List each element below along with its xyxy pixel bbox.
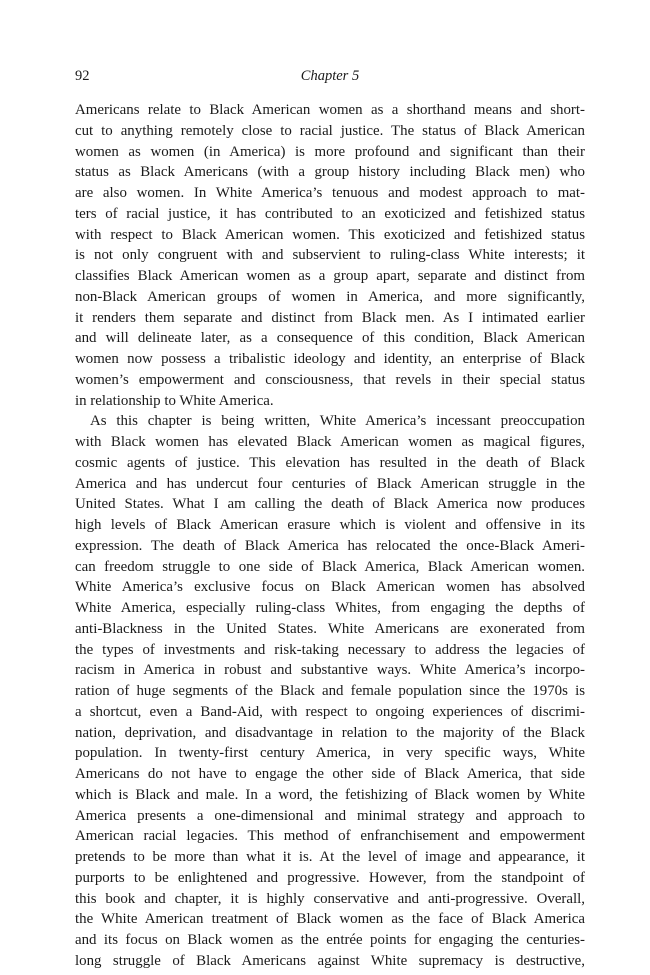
text-line: the types of investments and risk-taking necessary to address the legacies of [75, 641, 585, 658]
running-header [75, 66, 585, 86]
text-line: is not only congruent with and subservient to ruling-class White interests; it [75, 247, 585, 264]
text-line: classifies Black American women as a group apart, separate and distinct from [75, 268, 585, 284]
paragraph [75, 100, 585, 411]
text-line: anti-Blackness in the United States. White Americans are exonerated from [75, 620, 585, 637]
text-line: ters of racial justice, it has contributed to an exoticized and fetishized status [75, 205, 585, 222]
text-line: with respect to Black American women. This exoticized and fetishized status [75, 226, 585, 243]
text-line: White America, especially ruling-class Whites, from engaging the depths of [75, 600, 585, 616]
text-line: this book and chapter, it is highly conservative and anti-progressive. Overall, [75, 890, 585, 907]
text-line: and its focus on Black women as the entrée points for engaging the centuries- [75, 932, 585, 948]
text-line: nation, deprivation, and disadvantage in relation to the majority of the Black [75, 724, 585, 741]
text-line: non-Black American groups of women in America, and more significantly, [75, 288, 585, 305]
text-line: high levels of Black American erasure which is violent and offensive in its [75, 517, 585, 533]
text-line: expression. The death of Black America has relocated the once-Black Ameri- [75, 537, 585, 554]
text-line: cut to anything remotely close to racial justice. The status of Black American [75, 122, 585, 139]
text-line: racism in America in robust and substantive ways. White America’s incorpo- [75, 662, 585, 679]
text-line: cosmic agents of justice. This elevation has resulted in the death of Black [75, 454, 585, 471]
text-line: the White American treatment of Black women as the face of Black America [75, 911, 585, 928]
page-number: 92 [75, 68, 90, 84]
text-line: America and has undercut four centuries of Black American struggle in the [75, 475, 585, 492]
text-line: purports to be enlightened and progressive. However, from the standpoint of [75, 869, 585, 886]
text-line: pretends to be more than what it is. At the level of image and appearance, it [75, 849, 585, 865]
paragraph [75, 411, 585, 971]
text-line: with Black women has elevated Black American women as magical figures, [75, 434, 585, 450]
text-line: women now possess a tribalistic ideology and identity, an enterprise of Black [75, 351, 585, 367]
text-line: American racial legacies. This method of enfranchisement and empowerment [75, 828, 585, 845]
text-line: United States. What I am calling the death of Black America now produces [75, 496, 585, 513]
running-title: Chapter 5 [300, 68, 360, 84]
text-line: a shortcut, even a Band-Aid, with respect to ongoing experiences of discrimi- [75, 703, 585, 720]
text-line: which is Black and male. In a word, the fetishizing of Black women by White [75, 786, 585, 803]
body-text [75, 100, 585, 972]
text-line: status as Black Americans (with a group history including Black men) who [75, 164, 585, 181]
text-line: can freedom struggle to one side of Black America, Black American women. [75, 558, 585, 575]
text-line: America presents a one-dimensional and minimal strategy and approach to [75, 807, 585, 824]
text-line: and will delineate later, as a consequence of this condition, Black American [75, 330, 585, 347]
text-line: Americans relate to Black American women as a shorthand means and short- [75, 102, 585, 118]
text-line: Americans do not have to engage the other side of Black America, that side [75, 766, 585, 782]
text-line: ration of huge segments of the Black and female population since the 1970s is [75, 683, 585, 699]
text-line: are also women. In White America’s tenuous and modest approach to mat- [75, 185, 585, 201]
text-line: in relationship to White America. [75, 392, 274, 409]
text-line: women as women (in America) is more profound and significant than their [75, 143, 585, 160]
text-line: long struggle of Black Americans against White supremacy is destructive, [75, 952, 585, 969]
text-line: White America’s exclusive focus on Black American women has absolved [75, 579, 585, 596]
text-line: population. In twenty-first century America, in very specific ways, White [75, 745, 585, 762]
text-line: women’s empowerment and consciousness, that revels in their special status [75, 371, 585, 388]
text-line: As this chapter is being written, White America’s incessant preoccupation [90, 413, 585, 430]
text-line: it renders them separate and distinct from Black men. As I intimated earlier [75, 309, 585, 326]
